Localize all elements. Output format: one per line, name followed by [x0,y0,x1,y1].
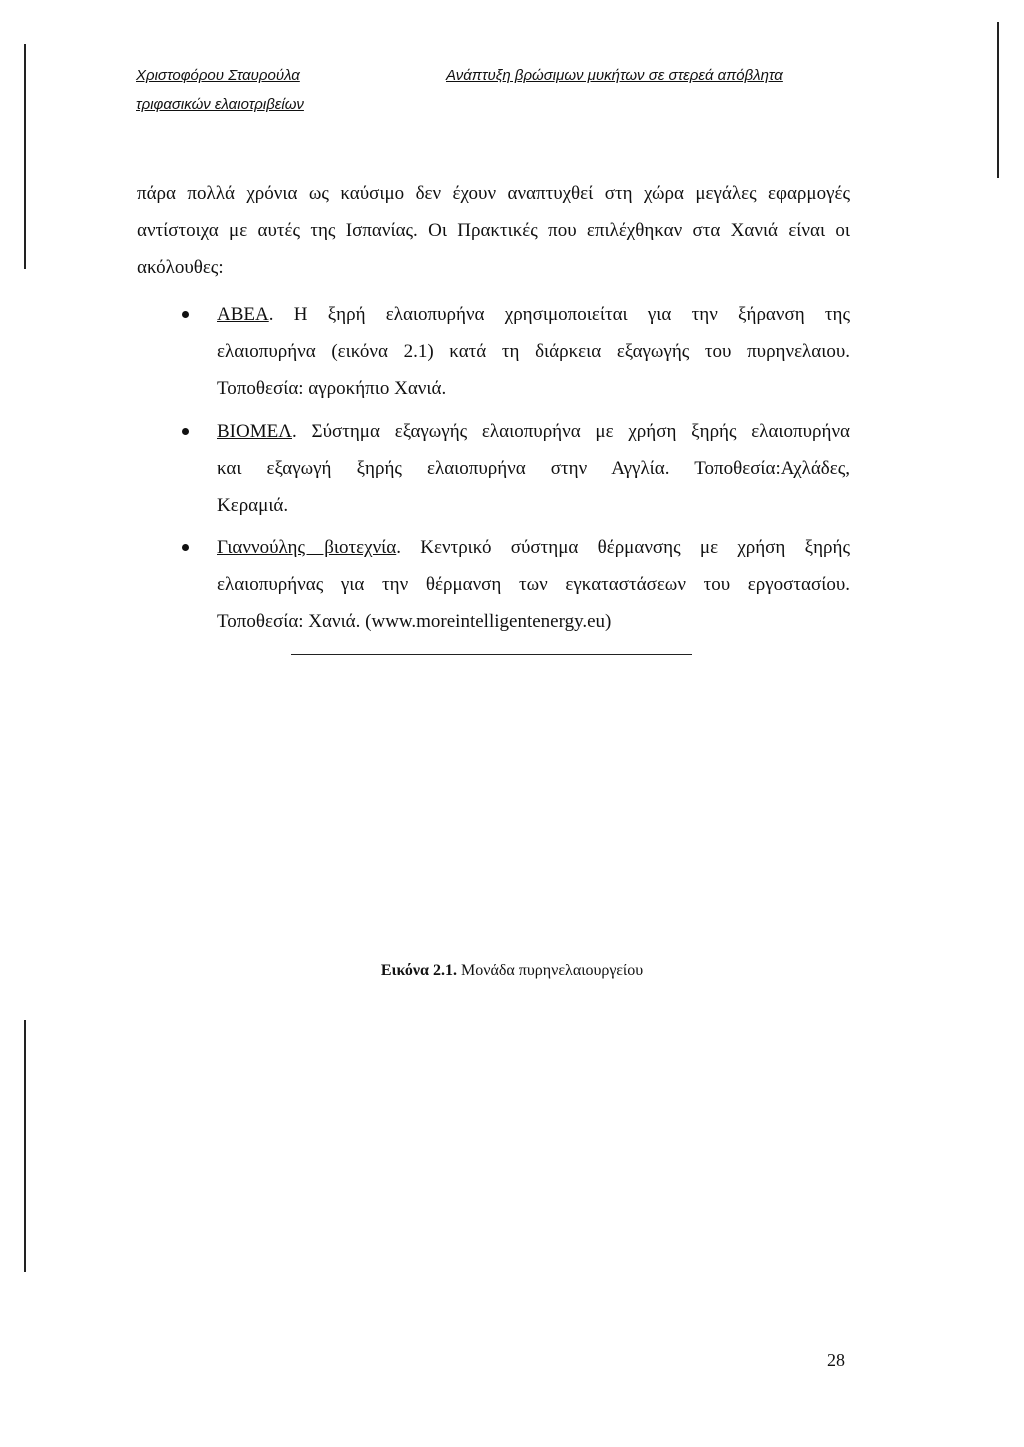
section-divider [291,654,692,655]
bullet-line: ελαιοπυρήνα (εικόνα 2.1) κατά τη διάρκεια εξαγωγής του πυρηνελαιου. [217,341,850,362]
bullet-line: ελαιοπυρήνας για την θέρμανση των εγκαταστάσεων του εργοστασίου. [217,574,850,595]
figure-caption [0,962,1024,980]
bullet-line: και εξαγωγή ξηρής ελαιοπυρήνα στην Αγγλία. Τοποθεσία:Αχλάδες, [217,458,850,479]
bullet-name: Γιαννούλης βιοτεχνία [217,537,397,558]
scan-edge-left-bottom [24,1020,26,1272]
caption-text: Μονάδα πυρηνελαιουργείου [460,962,644,979]
header-subtitle-line2: τριφασικών ελαιοτριβείων [136,96,304,113]
header-title: Ανάπτυξη βρώσιμων μυκήτων σε στερεά απόβλητα [446,67,783,84]
intro-line: αντίστοιχα με αυτές της Ισπανίας. Οι Πρακτικές που επιλέχθηκαν στα Χανιά είναι οι [137,220,850,241]
bullet-line: ΑΒΕΑ. Η ξηρή ελαιοπυρήνα χρησιμοποιείται για την ξήρανση της [217,304,850,325]
scan-edge-right [997,22,999,178]
bullet-dot [182,428,189,435]
bullet-name: ΒΙΟΜΕΛ [217,421,292,442]
bullet-line: Γιαννούλης βιοτεχνία. Κεντρικό σύστημα θέρμανσης με χρήση ξηρής [217,537,850,558]
intro-line: πάρα πολλά χρόνια ως καύσιμο δεν έχουν αναπτυχθεί στη χώρα μεγάλες εφαρμογές [137,183,850,204]
bullet-dot [182,544,189,551]
intro-line: ακόλουθες: [137,257,224,278]
caption-label: Εικόνα 2.1. [380,962,457,979]
header-author: Χριστοφόρου Σταυρούλα [136,67,300,84]
bullet-line: Τοποθεσία: Χανιά. (www.moreintelligentenergy.eu) [217,611,612,632]
bullet-line: Τοποθεσία: αγροκήπιο Χανιά. [217,378,447,399]
page-number: 28 [827,1350,845,1370]
bullet-dot [182,311,189,318]
intro-paragraph [137,175,850,286]
bullet-line: Κεραμιά. [217,495,289,516]
bullet-name: ΑΒΕΑ [217,304,269,325]
bullet-line: ΒΙΟΜΕΛ. Σύστημα εξαγωγής ελαιοπυρήνα με χρήση ξηρής ελαιοπυρήνα [217,421,850,442]
scan-edge-left-top [24,44,26,269]
